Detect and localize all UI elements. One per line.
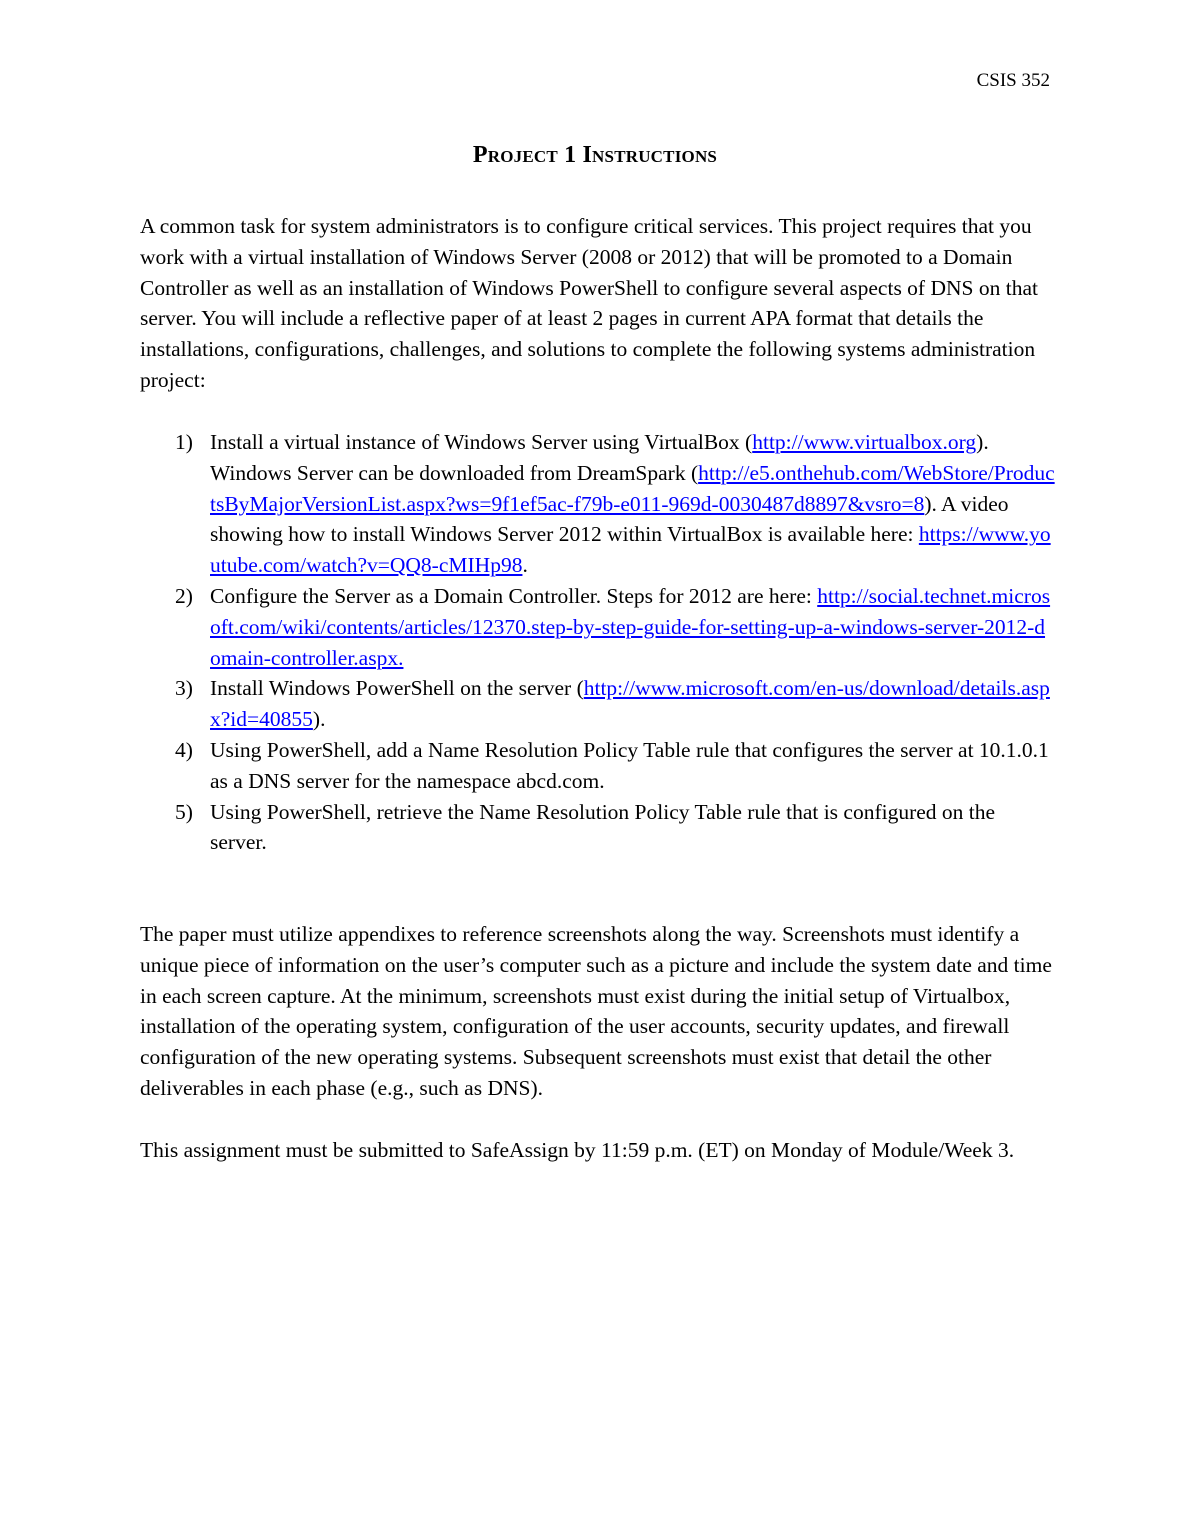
step-text: Install a virtual instance of Windows Server using VirtualBox ( (210, 430, 753, 454)
step-text: Using PowerShell, retrieve the Name Resolution Policy Table rule that is configured on the server. (210, 799, 996, 855)
virtualbox-link[interactable]: http://www.virtualbox.org (752, 430, 977, 454)
submission-paragraph: This assignment must be submitted to SafeAssign by 11:59 p.m. (ET) on Monday of Module/Week 3. (140, 1138, 1015, 1162)
list-item-step-3 (140, 673, 1055, 735)
step-text: ). Windows Server can be downloaded from DreamSpark ( (210, 430, 989, 485)
step-text: ). (312, 707, 326, 732)
step-text: Using PowerShell, add a Name Resolution Policy Table rule that configures the server at 10.1.0.1 as a DNS server for the namespace abcd.com. (210, 737, 1049, 793)
list-item-step-4 (140, 735, 1055, 797)
list-number: 3) (175, 676, 193, 701)
powershell-download-link[interactable]: http://www.microsoft.com/en-us/download/details.aspx?id=40855 (210, 676, 1050, 732)
list-number: 1) (175, 430, 193, 454)
screenshots-paragraph: The paper must utilize appendixes to reference screenshots along the way. Screenshots must identify a unique piece of information on the user’s computer such as a picture and include the system date and time in each screen capture. At the minimum, screenshots must exist during the initial setup of Virtualbox, installation of the operating system, configuration of the user accounts, security updates, and firewall configuration of the new operating systems. Subsequent screenshots must exist that detail the other deliverables in each phase (e.g., such as DNS). (140, 922, 1052, 1100)
youtube-video-link[interactable]: https://www.youtube.com/watch?v=QQ8-cMIHp98 (210, 522, 1051, 578)
intro-paragraph: A common task for system administrators is to configure critical services. This project requires that you work with a virtual installation of Windows Server (2008 or 2012) that will be promoted to a Domain Controller as well as an installation of Windows PowerShell to configure several aspects of DNS on that server. You will include a reflective paper of at least 2 pages in current APA format that details the installations, configurations, challenges, and solutions to complete the following systems administration project: (140, 214, 1038, 392)
step-text: ). A video showing how to install Windows Server 2012 within VirtualBox is available here: (210, 491, 1009, 547)
step-text: . (522, 553, 528, 578)
list-number: 4) (175, 737, 193, 762)
step-text: Install Windows PowerShell on the server ( (210, 676, 584, 701)
list-number: 2) (175, 583, 193, 608)
page-title: Project 1 Instructions (472, 142, 718, 168)
dreamspark-link[interactable]: http://e5.onthehub.com/WebStore/ProductsByMajorVersionList.aspx?ws=9f1ef5ac-f79b-e011-969d-0030487d8897&vsro=8 (210, 460, 1055, 516)
list-item-step-1 (140, 427, 1055, 581)
list-number: 5) (175, 799, 193, 824)
list-item-step-5 (140, 797, 1055, 859)
technet-guide-link[interactable]: http://social.technet.microsoft.com/wiki/contents/articles/12370.step-by-step-guide-for-setting-up-a-windows-server-2012-domain-controller.aspx. (210, 583, 1051, 670)
step-text: Configure the Server as a Domain Controller. Steps for 2012 are here: (210, 583, 818, 608)
list-item-step-2 (140, 581, 1055, 673)
course-header: CSIS 352 (976, 70, 1050, 91)
steps-list (140, 427, 1055, 858)
